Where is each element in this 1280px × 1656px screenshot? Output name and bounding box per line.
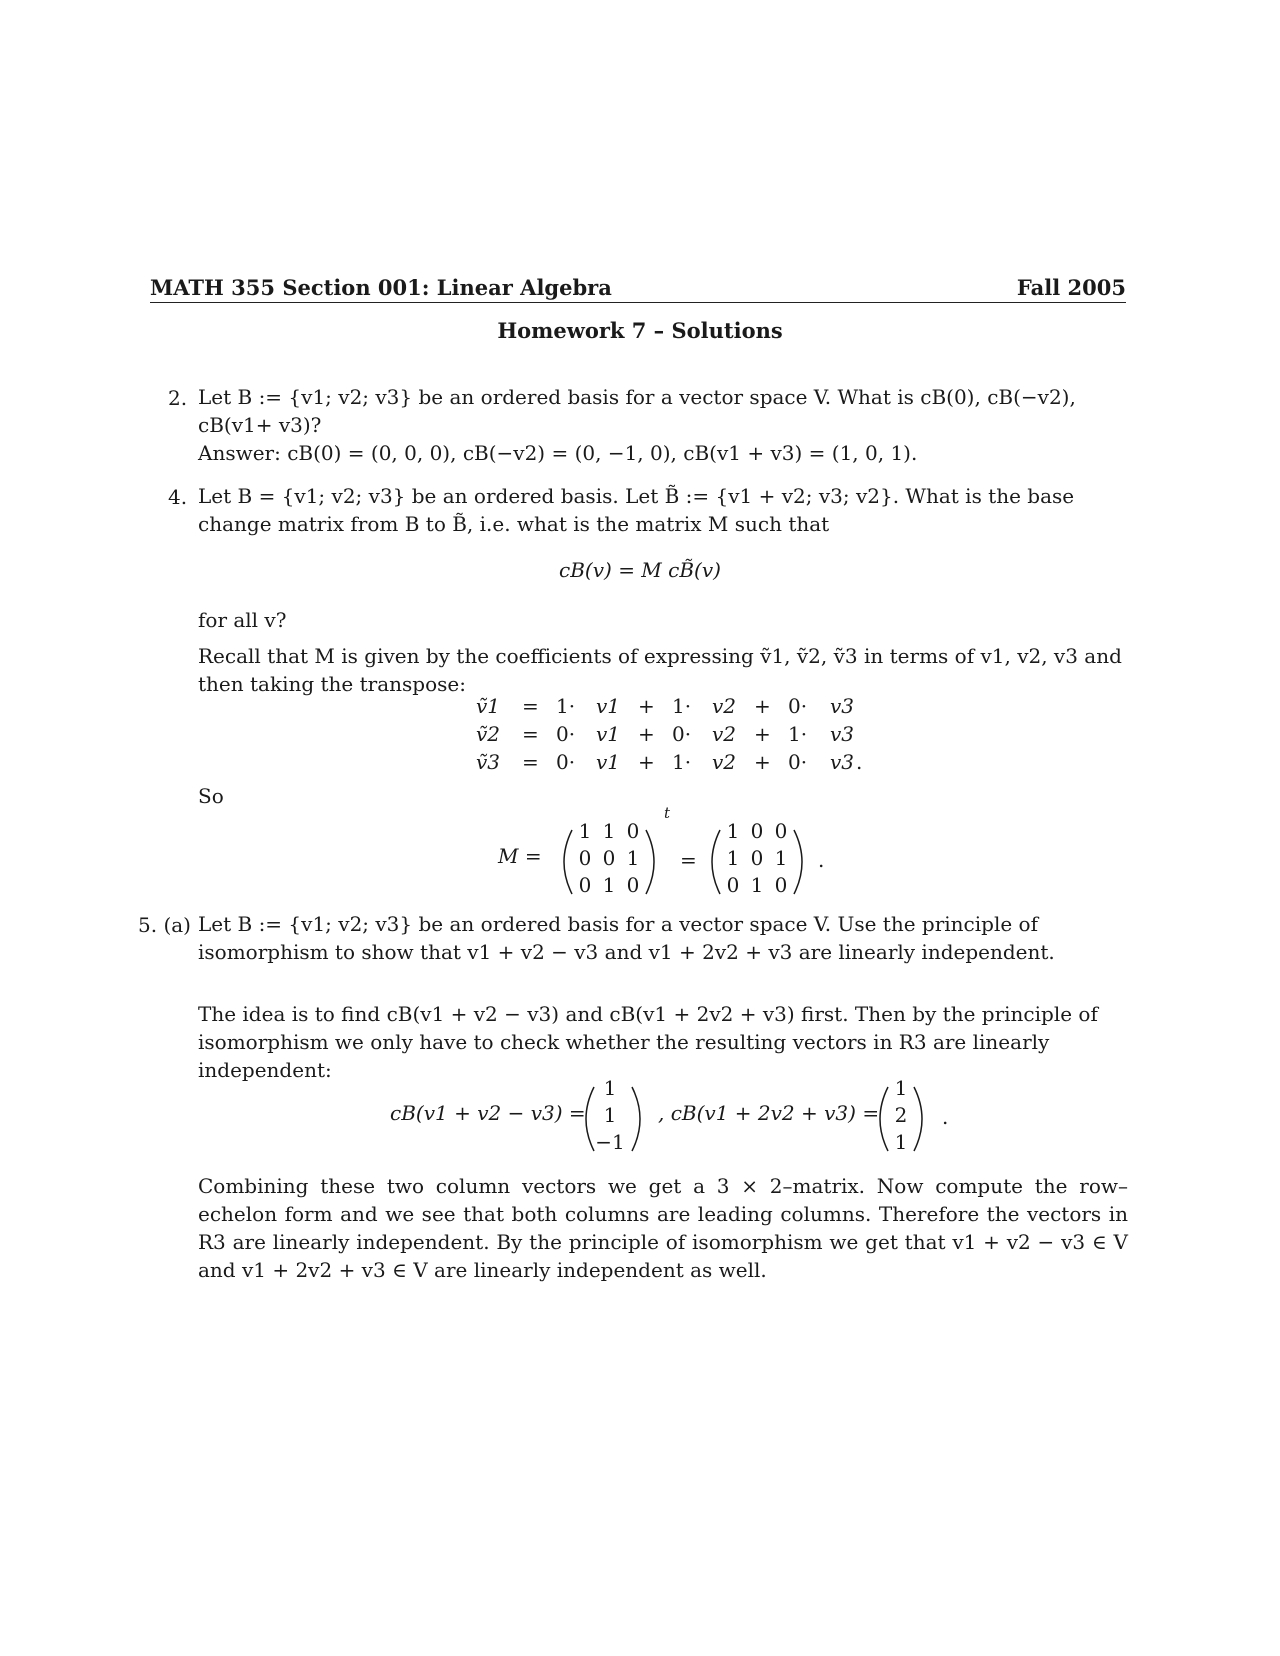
row2-c1: 0· bbox=[556, 722, 576, 746]
matrix2-entry: 0 bbox=[750, 819, 764, 843]
matrix1-entry: 0 bbox=[626, 873, 640, 897]
matrix1-entry: 0 bbox=[578, 846, 592, 870]
row1-c3: 0· bbox=[788, 694, 808, 718]
vec1-right-paren bbox=[632, 1087, 640, 1151]
matrix2-entry: 0 bbox=[726, 873, 740, 897]
row3-plus1: + bbox=[638, 750, 655, 774]
vec1-entry: −1 bbox=[595, 1130, 625, 1154]
row2-c3: 1· bbox=[788, 722, 808, 746]
matrix-equals: = bbox=[680, 848, 697, 872]
problem-4-number: 4. bbox=[168, 485, 188, 509]
row3-c1: 0· bbox=[556, 750, 576, 774]
vec-period: . bbox=[942, 1105, 949, 1129]
matrix1-entry: 1 bbox=[626, 846, 640, 870]
vec2-entry: 1 bbox=[894, 1076, 908, 1100]
vec2-left-paren bbox=[880, 1087, 888, 1151]
row2-plus1: + bbox=[638, 722, 655, 746]
matrix2-entry: 1 bbox=[726, 846, 740, 870]
problem-4-question: Let B = {v1; v2; v3} be an ordered basis. Let B̃ := {v1 + v2; v3; v2}. What is the base change matrix from B to B̃, i.e. what is the matrix M such that bbox=[198, 484, 1075, 536]
row1-plus1: + bbox=[638, 694, 655, 718]
matrix-period: . bbox=[818, 848, 825, 872]
row3-end: . bbox=[856, 750, 863, 774]
vec2-label: , cB(v1 + 2v2 + v3) = bbox=[658, 1101, 880, 1125]
row1-c2: 1· bbox=[672, 694, 692, 718]
problem-2-question: Let B := {v1; v2; v3} be an ordered basis for a vector space V. What is cB(0), cB(−v2), cB(v1+ v3)? bbox=[198, 385, 1076, 437]
row2-v2: v2 bbox=[712, 722, 737, 746]
row1-v1: v1 bbox=[596, 694, 621, 718]
row1-v3: v3 bbox=[830, 694, 855, 718]
matrix2-entry: 1 bbox=[726, 819, 740, 843]
course-title: MATH 355 Section 001: Linear Algebra bbox=[150, 275, 612, 300]
matrix2-entry: 0 bbox=[774, 873, 788, 897]
page-title: Homework 7 – Solutions bbox=[497, 318, 783, 343]
row3-v2: v2 bbox=[712, 750, 737, 774]
matrix2-entry: 1 bbox=[750, 873, 764, 897]
row3-eq: = bbox=[522, 750, 539, 774]
row1-plus2: + bbox=[754, 694, 771, 718]
matrix1-entry: 1 bbox=[578, 819, 592, 843]
row3-plus2: + bbox=[754, 750, 771, 774]
row3-v3: v3 bbox=[830, 750, 855, 774]
transpose-mark: t bbox=[664, 804, 671, 822]
idea-text: The idea is to find cB(v1 + v2 − v3) and cB(v1 + 2v2 + v3) first. Then by the principle of isomorphism we only have to check whether the resulting vectors in R3 are linearly independent: bbox=[198, 1002, 1098, 1082]
matrix2-entry: 0 bbox=[774, 819, 788, 843]
vec2-entry: 2 bbox=[894, 1103, 908, 1127]
recall-text: Recall that M is given by the coefficients of expressing ṽ1, ṽ2, ṽ3 in terms of v1, v2, v3 and then taking the transpose: bbox=[198, 644, 1122, 696]
row3-c3: 0· bbox=[788, 750, 808, 774]
vec1-entry: 1 bbox=[603, 1103, 617, 1127]
problem-5-question: Let B := {v1; v2; v3} be an ordered basis for a vector space V. Use the principle of isomorphism to show that v1 + v2 − v3 and v1 + 2v2 + v3 are linearly independent. bbox=[198, 912, 1055, 964]
row3-lhs: ṽ3 bbox=[476, 750, 501, 774]
matrix1-entry: 0 bbox=[626, 819, 640, 843]
row2-plus2: + bbox=[754, 722, 771, 746]
matrix1-entry: 1 bbox=[602, 873, 616, 897]
matrix2-entry: 0 bbox=[750, 846, 764, 870]
so-label: So bbox=[198, 784, 224, 808]
row2-lhs: ṽ2 bbox=[476, 722, 501, 746]
row1-eq: = bbox=[522, 694, 539, 718]
row3-c2: 1· bbox=[672, 750, 692, 774]
problem-2-answer: Answer: cB(0) = (0, 0, 0), cB(−v2) = (0, −1, 0), cB(v1 + v3) = (1, 0, 1). bbox=[198, 441, 918, 465]
vec1-label: cB(v1 + v2 − v3) = bbox=[390, 1101, 586, 1125]
row1-v2: v2 bbox=[712, 694, 737, 718]
row2-v3: v3 bbox=[830, 722, 855, 746]
problem-2-number: 2. bbox=[168, 386, 188, 410]
vec2-entry: 1 bbox=[894, 1130, 908, 1154]
row1-lhs: ṽ1 bbox=[476, 694, 501, 718]
term: Fall 2005 bbox=[1016, 275, 1126, 300]
m-label: M = bbox=[498, 844, 542, 868]
row2-v1: v1 bbox=[596, 722, 621, 746]
base-change-equation: cB(v) = M cB̃(v) bbox=[559, 558, 721, 582]
row2-eq: = bbox=[522, 722, 539, 746]
row2-c2: 0· bbox=[672, 722, 692, 746]
vec1-left-paren bbox=[586, 1087, 594, 1151]
conclusion-text: Combining these two column vectors we get a 3 × 2–matrix. Now compute the row–echelon form and we see that both columns are leading columns. Therefore the vectors in R3 are linearly independent. By the principle of isomorphism we get that v1 + v2 − v3 ∈ V and v1 + 2v2 + v3 ∈ V are linearly independent as well. bbox=[198, 1174, 1128, 1282]
vec2-right-paren bbox=[914, 1087, 922, 1151]
row1-c1: 1· bbox=[556, 694, 576, 718]
problem-5-number: 5. (a) bbox=[138, 913, 191, 937]
for-all-v: for all v? bbox=[198, 608, 287, 632]
matrix2-entry: 1 bbox=[774, 846, 788, 870]
row3-v1: v1 bbox=[596, 750, 621, 774]
matrix1-entry: 1 bbox=[602, 819, 616, 843]
matrix1-entry: 0 bbox=[602, 846, 616, 870]
vec1-entry: 1 bbox=[603, 1076, 617, 1100]
matrix1-entry: 0 bbox=[578, 873, 592, 897]
